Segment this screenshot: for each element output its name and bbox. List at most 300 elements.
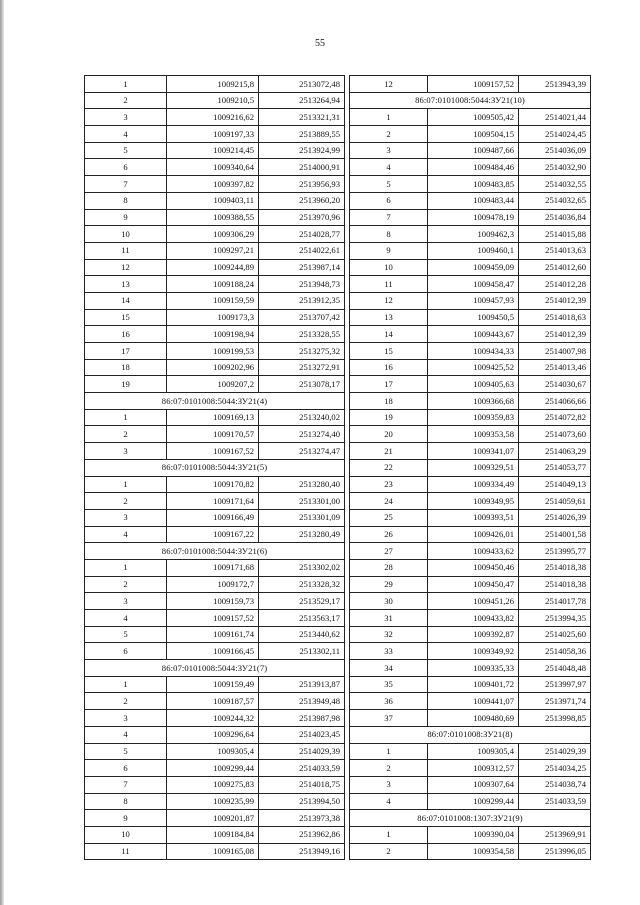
point-number-cell: 3 bbox=[85, 109, 167, 126]
parcel-header-row bbox=[85, 660, 345, 677]
coordinate-row bbox=[350, 493, 591, 510]
point-number-cell: 7 bbox=[85, 176, 167, 193]
point-number-cell: 31 bbox=[350, 610, 428, 627]
x-coordinate-cell: 1009390,04 bbox=[428, 826, 519, 843]
x-coordinate-cell: 1009393,51 bbox=[428, 509, 519, 526]
point-number-cell: 9 bbox=[350, 242, 428, 259]
point-number-cell: 8 bbox=[350, 226, 428, 243]
parcel-cadastral-number: 86:07:0101008:ЗУ21(8) bbox=[350, 726, 591, 743]
y-coordinate-cell: 2513072,48 bbox=[259, 76, 345, 93]
y-coordinate-cell: 2514000,91 bbox=[259, 159, 345, 176]
point-number-cell: 18 bbox=[85, 359, 167, 376]
point-number-cell: 4 bbox=[85, 526, 167, 543]
x-coordinate-cell: 1009296,64 bbox=[167, 726, 259, 743]
x-coordinate-cell: 1009299,44 bbox=[428, 793, 519, 810]
point-number-cell: 6 bbox=[85, 760, 167, 777]
y-coordinate-cell: 2514026,39 bbox=[519, 509, 591, 526]
point-number-cell: 16 bbox=[85, 326, 167, 343]
x-coordinate-cell: 1009166,45 bbox=[167, 643, 259, 660]
coordinate-row bbox=[85, 343, 345, 360]
coordinate-row bbox=[85, 209, 345, 226]
point-number-cell: 23 bbox=[350, 476, 428, 493]
y-coordinate-cell: 2513994,50 bbox=[259, 793, 345, 810]
point-number-cell: 12 bbox=[350, 76, 428, 93]
x-coordinate-cell: 1009275,83 bbox=[167, 776, 259, 793]
x-coordinate-cell: 1009401,72 bbox=[428, 676, 519, 693]
x-coordinate-cell: 1009353,58 bbox=[428, 426, 519, 443]
point-number-cell: 1 bbox=[85, 476, 167, 493]
y-coordinate-cell: 2513302,02 bbox=[259, 559, 345, 576]
x-coordinate-cell: 1009434,33 bbox=[428, 343, 519, 360]
coordinate-row bbox=[85, 426, 345, 443]
page-number: 55 bbox=[315, 38, 325, 49]
y-coordinate-cell: 2514058,36 bbox=[519, 643, 591, 660]
parcel-header-row bbox=[85, 543, 345, 560]
coordinate-row bbox=[350, 176, 591, 193]
point-number-cell: 36 bbox=[350, 693, 428, 710]
coordinate-row bbox=[350, 126, 591, 143]
coordinate-row bbox=[85, 276, 345, 293]
coordinate-row bbox=[85, 693, 345, 710]
coordinate-row bbox=[85, 192, 345, 209]
coordinate-row bbox=[85, 259, 345, 276]
point-number-cell: 3 bbox=[85, 710, 167, 727]
coordinate-row bbox=[350, 242, 591, 259]
y-coordinate-cell: 2513240,02 bbox=[259, 409, 345, 426]
parcel-header-row bbox=[85, 393, 345, 410]
point-number-cell: 1 bbox=[85, 409, 167, 426]
coordinate-row bbox=[85, 242, 345, 259]
point-number-cell: 12 bbox=[350, 292, 428, 309]
y-coordinate-cell: 2513264,94 bbox=[259, 92, 345, 109]
point-number-cell: 13 bbox=[85, 276, 167, 293]
y-coordinate-cell: 2513078,17 bbox=[259, 376, 345, 393]
point-number-cell: 6 bbox=[85, 159, 167, 176]
x-coordinate-cell: 1009504,15 bbox=[428, 126, 519, 143]
point-number-cell: 2 bbox=[85, 426, 167, 443]
y-coordinate-cell: 2513971,74 bbox=[519, 693, 591, 710]
point-number-cell: 11 bbox=[85, 843, 167, 860]
y-coordinate-cell: 2514013,46 bbox=[519, 359, 591, 376]
x-coordinate-cell: 1009202,96 bbox=[167, 359, 259, 376]
x-coordinate-cell: 1009188,24 bbox=[167, 276, 259, 293]
coordinate-row bbox=[85, 126, 345, 143]
y-coordinate-cell: 2514013,63 bbox=[519, 242, 591, 259]
point-number-cell: 18 bbox=[350, 393, 428, 410]
coordinate-row bbox=[350, 159, 591, 176]
x-coordinate-cell: 1009210,5 bbox=[167, 92, 259, 109]
y-coordinate-cell: 2514032,55 bbox=[519, 176, 591, 193]
x-coordinate-cell: 1009505,42 bbox=[428, 109, 519, 126]
y-coordinate-cell: 2514034,25 bbox=[519, 760, 591, 777]
coordinate-row bbox=[350, 776, 591, 793]
x-coordinate-cell: 1009403,11 bbox=[167, 192, 259, 209]
y-coordinate-cell: 2514059,61 bbox=[519, 493, 591, 510]
x-coordinate-cell: 1009397,82 bbox=[167, 176, 259, 193]
y-coordinate-cell: 2513943,39 bbox=[519, 76, 591, 93]
y-coordinate-cell: 2514073,60 bbox=[519, 426, 591, 443]
coordinate-row bbox=[350, 660, 591, 677]
y-coordinate-cell: 2514017,78 bbox=[519, 593, 591, 610]
point-number-cell: 17 bbox=[85, 343, 167, 360]
coordinate-row bbox=[85, 443, 345, 460]
point-number-cell: 4 bbox=[350, 159, 428, 176]
x-coordinate-cell: 1009341,07 bbox=[428, 443, 519, 460]
coordinate-row bbox=[350, 693, 591, 710]
x-coordinate-cell: 1009349,95 bbox=[428, 493, 519, 510]
y-coordinate-cell: 2514018,75 bbox=[259, 776, 345, 793]
x-coordinate-cell: 1009198,94 bbox=[167, 326, 259, 343]
y-coordinate-cell: 2513962,86 bbox=[259, 826, 345, 843]
coordinate-row bbox=[85, 142, 345, 159]
parcel-header-row bbox=[350, 92, 591, 109]
coordinate-row bbox=[85, 509, 345, 526]
point-number-cell: 8 bbox=[85, 793, 167, 810]
y-coordinate-cell: 2513707,42 bbox=[259, 309, 345, 326]
point-number-cell: 2 bbox=[85, 576, 167, 593]
point-number-cell: 3 bbox=[350, 142, 428, 159]
coordinate-row bbox=[350, 509, 591, 526]
y-coordinate-cell: 2514049,13 bbox=[519, 476, 591, 493]
point-number-cell: 7 bbox=[85, 776, 167, 793]
x-coordinate-cell: 1009184,84 bbox=[167, 826, 259, 843]
point-number-cell: 29 bbox=[350, 576, 428, 593]
point-number-cell: 15 bbox=[350, 343, 428, 360]
point-number-cell: 2 bbox=[350, 843, 428, 860]
coordinate-row bbox=[85, 409, 345, 426]
y-coordinate-cell: 2514012,39 bbox=[519, 326, 591, 343]
x-coordinate-cell: 1009157,52 bbox=[167, 610, 259, 627]
x-coordinate-cell: 1009433,62 bbox=[428, 543, 519, 560]
y-coordinate-cell: 2514053,77 bbox=[519, 459, 591, 476]
coordinate-row bbox=[85, 826, 345, 843]
coordinate-row bbox=[350, 826, 591, 843]
x-coordinate-cell: 1009170,57 bbox=[167, 426, 259, 443]
x-coordinate-cell: 1009244,32 bbox=[167, 710, 259, 727]
y-coordinate-cell: 2513987,98 bbox=[259, 710, 345, 727]
point-number-cell: 33 bbox=[350, 643, 428, 660]
point-number-cell: 24 bbox=[350, 493, 428, 510]
point-number-cell: 19 bbox=[350, 409, 428, 426]
x-coordinate-cell: 1009329,51 bbox=[428, 459, 519, 476]
coordinate-row bbox=[350, 276, 591, 293]
y-coordinate-cell: 2514032,65 bbox=[519, 192, 591, 209]
coordinate-row bbox=[350, 76, 591, 93]
x-coordinate-cell: 1009157,52 bbox=[428, 76, 519, 93]
x-coordinate-cell: 1009405,63 bbox=[428, 376, 519, 393]
point-number-cell: 5 bbox=[85, 142, 167, 159]
x-coordinate-cell: 1009166,49 bbox=[167, 509, 259, 526]
x-coordinate-cell: 1009480,69 bbox=[428, 710, 519, 727]
coordinate-row bbox=[85, 710, 345, 727]
coordinate-row bbox=[85, 309, 345, 326]
x-coordinate-cell: 1009305,4 bbox=[167, 743, 259, 760]
point-number-cell: 16 bbox=[350, 359, 428, 376]
y-coordinate-cell: 2514030,67 bbox=[519, 376, 591, 393]
point-number-cell: 11 bbox=[350, 276, 428, 293]
point-number-cell: 10 bbox=[85, 226, 167, 243]
coordinate-row bbox=[350, 626, 591, 643]
coordinate-row bbox=[85, 493, 345, 510]
point-number-cell: 2 bbox=[85, 493, 167, 510]
coordinate-row bbox=[85, 726, 345, 743]
y-coordinate-cell: 2513563,17 bbox=[259, 610, 345, 627]
coordinate-row bbox=[350, 543, 591, 560]
x-coordinate-cell: 1009458,47 bbox=[428, 276, 519, 293]
y-coordinate-cell: 2513889,55 bbox=[259, 126, 345, 143]
coordinate-row bbox=[350, 343, 591, 360]
point-number-cell: 4 bbox=[85, 726, 167, 743]
y-coordinate-cell: 2513275,32 bbox=[259, 343, 345, 360]
y-coordinate-cell: 2513960,20 bbox=[259, 192, 345, 209]
point-number-cell: 1 bbox=[85, 559, 167, 576]
point-number-cell: 3 bbox=[350, 776, 428, 793]
x-coordinate-cell: 1009207,2 bbox=[167, 376, 259, 393]
y-coordinate-cell: 2513970,96 bbox=[259, 209, 345, 226]
coordinate-row bbox=[350, 426, 591, 443]
y-coordinate-cell: 2514025,60 bbox=[519, 626, 591, 643]
x-coordinate-cell: 1009171,64 bbox=[167, 493, 259, 510]
y-coordinate-cell: 2514032,90 bbox=[519, 159, 591, 176]
y-coordinate-cell: 2514001,58 bbox=[519, 526, 591, 543]
x-coordinate-cell: 1009433,82 bbox=[428, 610, 519, 627]
coordinate-row bbox=[85, 559, 345, 576]
coordinate-row bbox=[350, 209, 591, 226]
y-coordinate-cell: 2514018,38 bbox=[519, 576, 591, 593]
coordinates-table-right bbox=[349, 75, 591, 860]
y-coordinate-cell: 2514012,28 bbox=[519, 276, 591, 293]
x-coordinate-cell: 1009187,57 bbox=[167, 693, 259, 710]
x-coordinate-cell: 1009197,33 bbox=[167, 126, 259, 143]
coordinate-row bbox=[85, 526, 345, 543]
point-number-cell: 2 bbox=[350, 126, 428, 143]
x-coordinate-cell: 1009215,8 bbox=[167, 76, 259, 93]
y-coordinate-cell: 2514023,45 bbox=[259, 726, 345, 743]
y-coordinate-cell: 2514048,48 bbox=[519, 660, 591, 677]
coordinate-row bbox=[85, 76, 345, 93]
coordinate-row bbox=[85, 376, 345, 393]
x-coordinate-cell: 1009171,68 bbox=[167, 559, 259, 576]
coordinate-row bbox=[85, 743, 345, 760]
parcel-cadastral-number: 86:07:0101008:5044:ЗУ21(6) bbox=[85, 543, 345, 560]
y-coordinate-cell: 2514072,82 bbox=[519, 409, 591, 426]
scan-edge-shadow bbox=[0, 0, 4, 905]
y-coordinate-cell: 2513274,47 bbox=[259, 443, 345, 460]
coordinate-row bbox=[350, 376, 591, 393]
parcel-header-row bbox=[85, 459, 345, 476]
y-coordinate-cell: 2513948,73 bbox=[259, 276, 345, 293]
x-coordinate-cell: 1009312,57 bbox=[428, 760, 519, 777]
y-coordinate-cell: 2514033,59 bbox=[519, 793, 591, 810]
y-coordinate-cell: 2514024,45 bbox=[519, 126, 591, 143]
y-coordinate-cell: 2513321,31 bbox=[259, 109, 345, 126]
coordinate-row bbox=[350, 476, 591, 493]
coordinate-row bbox=[85, 610, 345, 627]
y-coordinate-cell: 2513924,99 bbox=[259, 142, 345, 159]
parcel-cadastral-number: 86:07:0101008:1307:ЗУ21(9) bbox=[350, 810, 591, 827]
y-coordinate-cell: 2513280,40 bbox=[259, 476, 345, 493]
point-number-cell: 10 bbox=[85, 826, 167, 843]
coordinate-row bbox=[350, 793, 591, 810]
point-number-cell: 4 bbox=[85, 126, 167, 143]
coordinate-row bbox=[85, 176, 345, 193]
x-coordinate-cell: 1009173,3 bbox=[167, 309, 259, 326]
x-coordinate-cell: 1009305,4 bbox=[428, 743, 519, 760]
coordinate-row bbox=[350, 226, 591, 243]
x-coordinate-cell: 1009426,01 bbox=[428, 526, 519, 543]
point-number-cell: 32 bbox=[350, 626, 428, 643]
x-coordinate-cell: 1009214,45 bbox=[167, 142, 259, 159]
y-coordinate-cell: 2514063,29 bbox=[519, 443, 591, 460]
x-coordinate-cell: 1009170,82 bbox=[167, 476, 259, 493]
y-coordinate-cell: 2513272,91 bbox=[259, 359, 345, 376]
coordinate-row bbox=[85, 843, 345, 860]
coordinate-row bbox=[85, 593, 345, 610]
point-number-cell: 6 bbox=[85, 643, 167, 660]
y-coordinate-cell: 2514021,44 bbox=[519, 109, 591, 126]
point-number-cell: 7 bbox=[350, 209, 428, 226]
y-coordinate-cell: 2514036,84 bbox=[519, 209, 591, 226]
coordinates-table-left bbox=[84, 75, 345, 860]
x-coordinate-cell: 1009478,19 bbox=[428, 209, 519, 226]
coordinate-row bbox=[350, 142, 591, 159]
coordinate-row bbox=[85, 626, 345, 643]
point-number-cell: 8 bbox=[85, 192, 167, 209]
parcel-header-row bbox=[350, 726, 591, 743]
y-coordinate-cell: 2514033,59 bbox=[259, 760, 345, 777]
point-number-cell: 11 bbox=[85, 242, 167, 259]
coordinate-row bbox=[350, 576, 591, 593]
x-coordinate-cell: 1009425,52 bbox=[428, 359, 519, 376]
y-coordinate-cell: 2513529,17 bbox=[259, 593, 345, 610]
y-coordinate-cell: 2513949,16 bbox=[259, 843, 345, 860]
x-coordinate-cell: 1009244,89 bbox=[167, 259, 259, 276]
x-coordinate-cell: 1009459,09 bbox=[428, 259, 519, 276]
x-coordinate-cell: 1009450,5 bbox=[428, 309, 519, 326]
point-number-cell: 2 bbox=[350, 760, 428, 777]
coordinate-row bbox=[350, 259, 591, 276]
coordinate-row bbox=[85, 776, 345, 793]
x-coordinate-cell: 1009165,08 bbox=[167, 843, 259, 860]
point-number-cell: 37 bbox=[350, 710, 428, 727]
y-coordinate-cell: 2514066,66 bbox=[519, 393, 591, 410]
coordinate-row bbox=[350, 292, 591, 309]
y-coordinate-cell: 2513301,09 bbox=[259, 509, 345, 526]
point-number-cell: 1 bbox=[350, 826, 428, 843]
point-number-cell: 9 bbox=[85, 209, 167, 226]
coordinate-row bbox=[85, 292, 345, 309]
x-coordinate-cell: 1009159,73 bbox=[167, 593, 259, 610]
x-coordinate-cell: 1009359,83 bbox=[428, 409, 519, 426]
x-coordinate-cell: 1009199,53 bbox=[167, 343, 259, 360]
parcel-cadastral-number: 86:07:0101008:5044:ЗУ21(5) bbox=[85, 459, 345, 476]
x-coordinate-cell: 1009297,21 bbox=[167, 242, 259, 259]
x-coordinate-cell: 1009340,64 bbox=[167, 159, 259, 176]
point-number-cell: 22 bbox=[350, 459, 428, 476]
parcel-cadastral-number: 86:07:0101008:5044:ЗУ21(4) bbox=[85, 393, 345, 410]
coordinate-row bbox=[85, 326, 345, 343]
point-number-cell: 4 bbox=[350, 793, 428, 810]
y-coordinate-cell: 2513996,05 bbox=[519, 843, 591, 860]
x-coordinate-cell: 1009172,7 bbox=[167, 576, 259, 593]
x-coordinate-cell: 1009443,67 bbox=[428, 326, 519, 343]
parcel-header-row bbox=[350, 810, 591, 827]
point-number-cell: 1 bbox=[85, 676, 167, 693]
x-coordinate-cell: 1009167,22 bbox=[167, 526, 259, 543]
point-number-cell: 14 bbox=[85, 292, 167, 309]
x-coordinate-cell: 1009335,33 bbox=[428, 660, 519, 677]
point-number-cell: 30 bbox=[350, 593, 428, 610]
x-coordinate-cell: 1009299,44 bbox=[167, 760, 259, 777]
x-coordinate-cell: 1009457,93 bbox=[428, 292, 519, 309]
point-number-cell: 1 bbox=[85, 76, 167, 93]
x-coordinate-cell: 1009366,68 bbox=[428, 393, 519, 410]
point-number-cell: 3 bbox=[85, 593, 167, 610]
y-coordinate-cell: 2513956,93 bbox=[259, 176, 345, 193]
coordinate-row bbox=[350, 109, 591, 126]
y-coordinate-cell: 2513328,32 bbox=[259, 576, 345, 593]
coordinate-row bbox=[85, 643, 345, 660]
y-coordinate-cell: 2513997,97 bbox=[519, 676, 591, 693]
coordinate-row bbox=[85, 760, 345, 777]
y-coordinate-cell: 2513328,55 bbox=[259, 326, 345, 343]
x-coordinate-cell: 1009484,46 bbox=[428, 159, 519, 176]
coordinate-row bbox=[85, 793, 345, 810]
coordinate-row bbox=[350, 393, 591, 410]
point-number-cell: 21 bbox=[350, 443, 428, 460]
coordinate-row bbox=[350, 593, 591, 610]
y-coordinate-cell: 2514012,60 bbox=[519, 259, 591, 276]
point-number-cell: 5 bbox=[85, 626, 167, 643]
x-coordinate-cell: 1009450,47 bbox=[428, 576, 519, 593]
coordinate-row bbox=[350, 192, 591, 209]
parcel-cadastral-number: 86:07:0101008:5044:ЗУ21(7) bbox=[85, 660, 345, 677]
point-number-cell: 3 bbox=[85, 509, 167, 526]
point-number-cell: 27 bbox=[350, 543, 428, 560]
x-coordinate-cell: 1009460,1 bbox=[428, 242, 519, 259]
x-coordinate-cell: 1009483,44 bbox=[428, 192, 519, 209]
point-number-cell: 17 bbox=[350, 376, 428, 393]
y-coordinate-cell: 2514028,77 bbox=[259, 226, 345, 243]
point-number-cell: 4 bbox=[85, 610, 167, 627]
point-number-cell: 28 bbox=[350, 559, 428, 576]
coordinate-row bbox=[350, 743, 591, 760]
y-coordinate-cell: 2514038,74 bbox=[519, 776, 591, 793]
coordinate-row bbox=[85, 159, 345, 176]
x-coordinate-cell: 1009159,49 bbox=[167, 676, 259, 693]
x-coordinate-cell: 1009462,3 bbox=[428, 226, 519, 243]
x-coordinate-cell: 1009388,55 bbox=[167, 209, 259, 226]
coordinate-row bbox=[350, 459, 591, 476]
coordinate-row bbox=[350, 309, 591, 326]
x-coordinate-cell: 1009354,58 bbox=[428, 843, 519, 860]
x-coordinate-cell: 1009483,85 bbox=[428, 176, 519, 193]
y-coordinate-cell: 2514036,09 bbox=[519, 142, 591, 159]
y-coordinate-cell: 2513973,38 bbox=[259, 810, 345, 827]
point-number-cell: 20 bbox=[350, 426, 428, 443]
point-number-cell: 14 bbox=[350, 326, 428, 343]
point-number-cell: 1 bbox=[350, 743, 428, 760]
x-coordinate-cell: 1009306,29 bbox=[167, 226, 259, 243]
x-coordinate-cell: 1009441,07 bbox=[428, 693, 519, 710]
x-coordinate-cell: 1009169,13 bbox=[167, 409, 259, 426]
y-coordinate-cell: 2514018,38 bbox=[519, 559, 591, 576]
point-number-cell: 2 bbox=[85, 693, 167, 710]
y-coordinate-cell: 2514029,39 bbox=[519, 743, 591, 760]
coordinate-row bbox=[85, 359, 345, 376]
point-number-cell: 13 bbox=[350, 309, 428, 326]
point-number-cell: 1 bbox=[350, 109, 428, 126]
